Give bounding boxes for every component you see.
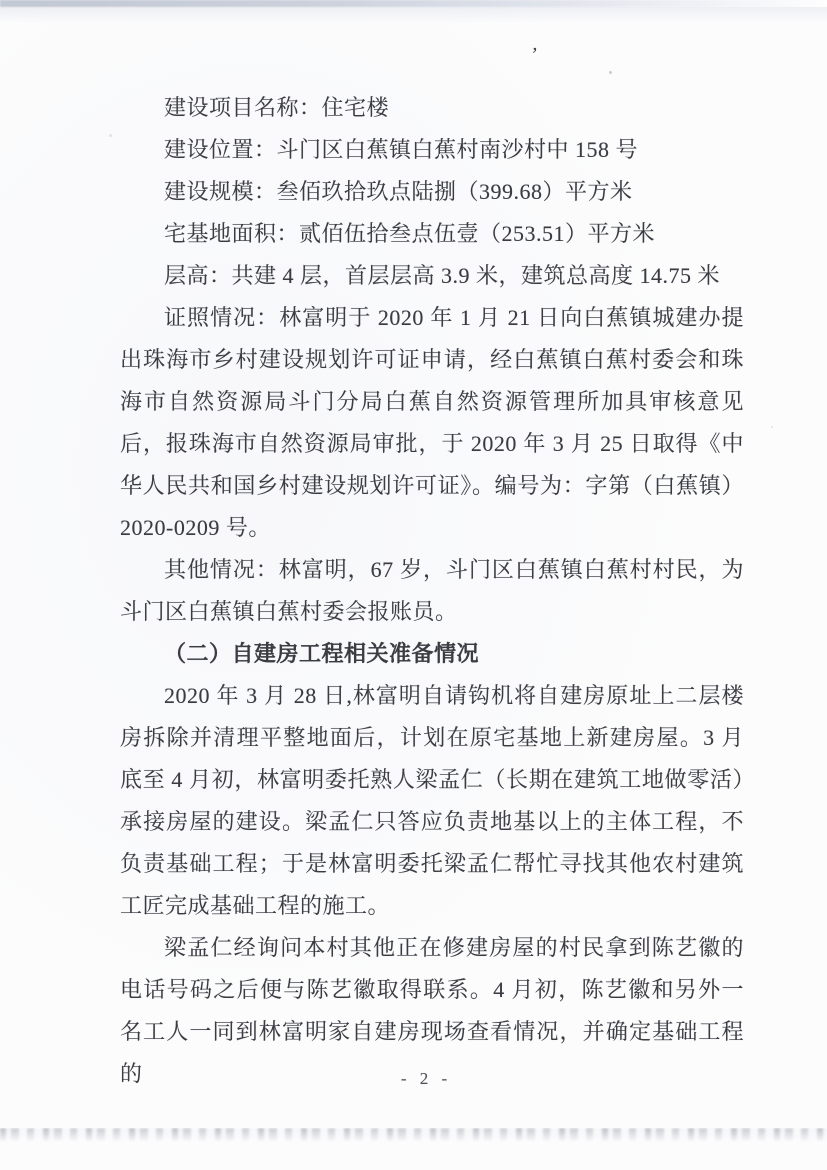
scan-artifact-top-edge [0, 0, 827, 7]
page-footer [11, 1068, 827, 1090]
field-scale: 建设规模：叁佰玖拾玖点陆捌（399.68）平方米 [164, 179, 633, 204]
section-heading: （二）自建房工程相关准备情况 [164, 641, 480, 666]
field-location: 建设位置：斗门区白蕉镇白蕉村南沙村中 158 号 [164, 137, 639, 162]
page-number: - 2 - [400, 1069, 449, 1088]
field-project-name: 建设项目名称：住宅楼 [164, 95, 390, 120]
para-preparation: 2020 年 3 月 28 日,林富明自请钩机将自建房原址上二层楼房拆除并清理平整地面后，计划在原宅基地上新建房屋。3 月底至 4 月初，林富明委托熟人梁孟仁（长期在建筑工地做零活）承接房屋的建设。梁孟仁只答应负责地基以上的主体工程，不负责基础工程；于是林富明委托梁孟仁帮忙寻找其他农村建筑工匠完成基础工程的施工。 [120, 683, 744, 918]
para-other-info: 其他情况：林富明，67 岁，斗门区白蕉镇白蕉村村民，为斗门区白蕉镇白蕉村委会报账员。 [120, 557, 744, 624]
scan-artifact-top-fade [0, 7, 827, 23]
scan-artifact-bottom-edge [0, 1128, 827, 1143]
field-homestead-area: 宅基地面积：贰佰伍拾叁点伍壹（253.51）平方米 [164, 221, 656, 246]
scan-speck [771, 426, 773, 428]
field-floors: 层高：共建 4 层，首层层高 3.9 米，建筑总高度 14.75 米 [164, 263, 721, 288]
para-license-status: 证照情况：林富明于 2020 年 1 月 21 日向白蕉镇城建办提出珠海市乡村建设规划许可证申请，经白蕉镇白蕉村委会和珠海市自然资源局斗门分局白蕉自然资源管理所加具审核意见后，报珠海市自然资源局审批，于 2020 年 3 月 25 日取得《中华人民共和国乡村建设规划许可证》。编号为：字第（白蕉镇）2020-0209 号。 [120, 305, 744, 540]
scan-speck [609, 71, 612, 74]
stray-ink-mark: ’ [530, 43, 539, 67]
document-body [120, 87, 744, 1095]
scan-speck [109, 134, 112, 137]
para-contact: 梁孟仁经询问本村其他正在修建房屋的村民拿到陈艺徽的电话号码之后便与陈艺徽取得联系。4 月初，陈艺徽和另外一名工人一同到林富明家自建房现场查看情况，并确定基础工程的 [120, 935, 744, 1086]
